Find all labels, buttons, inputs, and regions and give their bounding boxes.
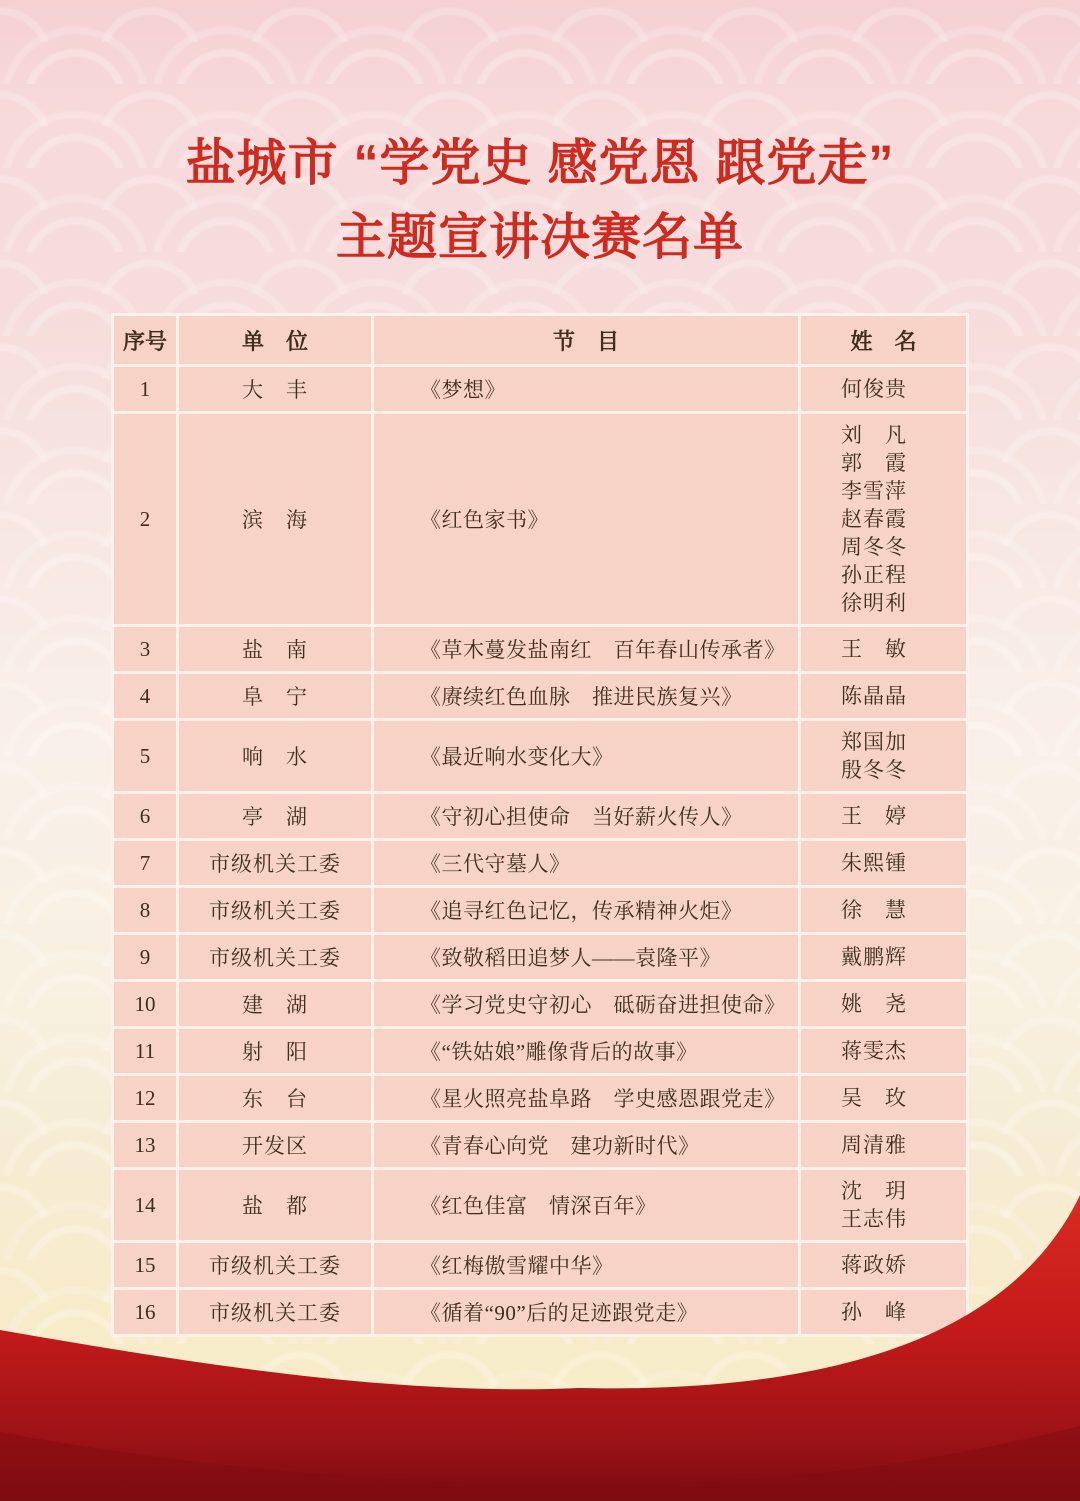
- person-name: 徐 慧: [841, 898, 907, 922]
- program-cell: 《红梅傲雪耀中华》: [374, 1243, 798, 1287]
- names-cell: [801, 935, 966, 979]
- serial-number-cell: 16: [114, 1290, 176, 1334]
- unit-cell: 市级机关工委: [179, 888, 371, 932]
- person-name: 刘 凡: [841, 423, 907, 447]
- serial-number-cell: 1: [114, 367, 176, 411]
- person-name: 戴鹏辉: [841, 945, 907, 969]
- serial-number-cell: 9: [114, 935, 176, 979]
- person-name: 徐明利: [841, 591, 907, 615]
- serial-number-cell: 6: [114, 794, 176, 838]
- person-name: 孙正程: [841, 563, 907, 587]
- person-name: 沈 玥: [841, 1179, 907, 1203]
- table-row: [114, 935, 966, 979]
- unit-cell: 市级机关工委: [179, 841, 371, 885]
- names-cell: [801, 888, 966, 932]
- program-cell: 《星火照亮盐阜路 学史感恩跟党走》: [374, 1076, 798, 1120]
- person-name: 王 婷: [841, 804, 907, 828]
- table-row: [114, 721, 966, 791]
- names-cell: [801, 1123, 966, 1167]
- table-header-row: [114, 316, 966, 364]
- person-name: 郭 霞: [841, 451, 907, 475]
- table-row: [114, 414, 966, 624]
- program-cell: 《追寻红色记忆，传承精神火炬》: [374, 888, 798, 932]
- page-title-line2: 主题宣讲决赛名单: [336, 209, 744, 265]
- serial-number-cell: 5: [114, 721, 176, 791]
- unit-cell: 建 湖: [179, 982, 371, 1026]
- table-row: [114, 627, 966, 671]
- person-name: 陈晶晶: [841, 684, 907, 708]
- program-cell: 《循着“90”后的足迹跟党走》: [374, 1290, 798, 1334]
- person-name: 吴 玫: [841, 1086, 907, 1110]
- person-name: 郑国加: [841, 730, 907, 754]
- serial-number-cell: 3: [114, 627, 176, 671]
- names-cell: [801, 1076, 966, 1120]
- names-cell: [801, 1029, 966, 1073]
- table-row: [114, 367, 966, 411]
- table-row: [114, 982, 966, 1026]
- header-unit: 单 位: [179, 316, 371, 364]
- person-name: 王 敏: [841, 637, 907, 661]
- person-name: 周冬冬: [841, 535, 907, 559]
- table-row: [114, 1123, 966, 1167]
- serial-number-cell: 13: [114, 1123, 176, 1167]
- header-program: 节 目: [374, 316, 798, 364]
- person-name: 李雪萍: [841, 479, 907, 503]
- names-cell: [801, 674, 966, 718]
- unit-cell: 响 水: [179, 721, 371, 791]
- wave-main-shape: [0, 1195, 1080, 1501]
- unit-cell: 市级机关工委: [179, 1290, 371, 1334]
- person-name: 蒋政娇: [841, 1253, 907, 1277]
- serial-number-cell: 7: [114, 841, 176, 885]
- page-title-line1: 盐城市 “学党史 感党恩 跟党走”: [185, 135, 895, 191]
- serial-number-cell: 4: [114, 674, 176, 718]
- names-cell: [801, 414, 966, 624]
- person-name: 孙 峰: [841, 1300, 907, 1324]
- unit-cell: 大 丰: [179, 367, 371, 411]
- table-row: [114, 841, 966, 885]
- header-name: 姓 名: [801, 316, 966, 364]
- program-cell: 《红色家书》: [374, 414, 798, 624]
- table-row: [114, 794, 966, 838]
- unit-cell: 东 台: [179, 1076, 371, 1120]
- program-cell: 《致敬稻田追梦人——袁隆平》: [374, 935, 798, 979]
- table-row: [114, 888, 966, 932]
- person-name: 王志伟: [841, 1207, 907, 1231]
- red-wave-graphic: [0, 1180, 1080, 1501]
- serial-number-cell: 10: [114, 982, 176, 1026]
- person-name: 姚 尧: [841, 992, 907, 1016]
- serial-number-cell: 8: [114, 888, 176, 932]
- unit-cell: 盐 都: [179, 1170, 371, 1240]
- serial-number-cell: 15: [114, 1243, 176, 1287]
- person-name: 朱熙锺: [841, 851, 907, 875]
- program-cell: 《最近响水变化大》: [374, 721, 798, 791]
- person-name: 赵春霞: [841, 507, 907, 531]
- table-row: [114, 1029, 966, 1073]
- names-cell: [801, 841, 966, 885]
- names-cell: [801, 627, 966, 671]
- serial-number-cell: 14: [114, 1170, 176, 1240]
- serial-number-cell: 2: [114, 414, 176, 624]
- program-cell: 《赓续红色血脉 推进民族复兴》: [374, 674, 798, 718]
- unit-cell: 亭 湖: [179, 794, 371, 838]
- names-cell: [801, 794, 966, 838]
- person-name: 殷冬冬: [841, 758, 907, 782]
- program-cell: 《青春心向党 建功新时代》: [374, 1123, 798, 1167]
- unit-cell: 市级机关工委: [179, 935, 371, 979]
- unit-cell: 市级机关工委: [179, 1243, 371, 1287]
- serial-number-cell: 11: [114, 1029, 176, 1073]
- unit-cell: 盐 南: [179, 627, 371, 671]
- names-cell: [801, 982, 966, 1026]
- program-cell: 《草木蔓发盐南红 百年春山传承者》: [374, 627, 798, 671]
- unit-cell: 滨 海: [179, 414, 371, 624]
- names-cell: [801, 721, 966, 791]
- program-cell: 《梦想》: [374, 367, 798, 411]
- serial-number-cell: 12: [114, 1076, 176, 1120]
- table-row: [114, 674, 966, 718]
- program-cell: 《学习党史守初心 砥砺奋进担使命》: [374, 982, 798, 1026]
- unit-cell: 射 阳: [179, 1029, 371, 1073]
- program-cell: 《三代守墓人》: [374, 841, 798, 885]
- table-row: [114, 1076, 966, 1120]
- person-name: 何俊贵: [841, 377, 907, 401]
- program-cell: 《“铁姑娘”雕像背后的故事》: [374, 1029, 798, 1073]
- page-title: [0, 126, 1080, 274]
- program-cell: 《守初心担使命 当好薪火传人》: [374, 794, 798, 838]
- program-cell: 《红色佳富 情深百年》: [374, 1170, 798, 1240]
- names-cell: [801, 367, 966, 411]
- header-serial-number: 序号: [114, 316, 176, 364]
- person-name: 周清雅: [841, 1133, 907, 1157]
- unit-cell: 阜 宁: [179, 674, 371, 718]
- unit-cell: 开发区: [179, 1123, 371, 1167]
- person-name: 蒋雯杰: [841, 1039, 907, 1063]
